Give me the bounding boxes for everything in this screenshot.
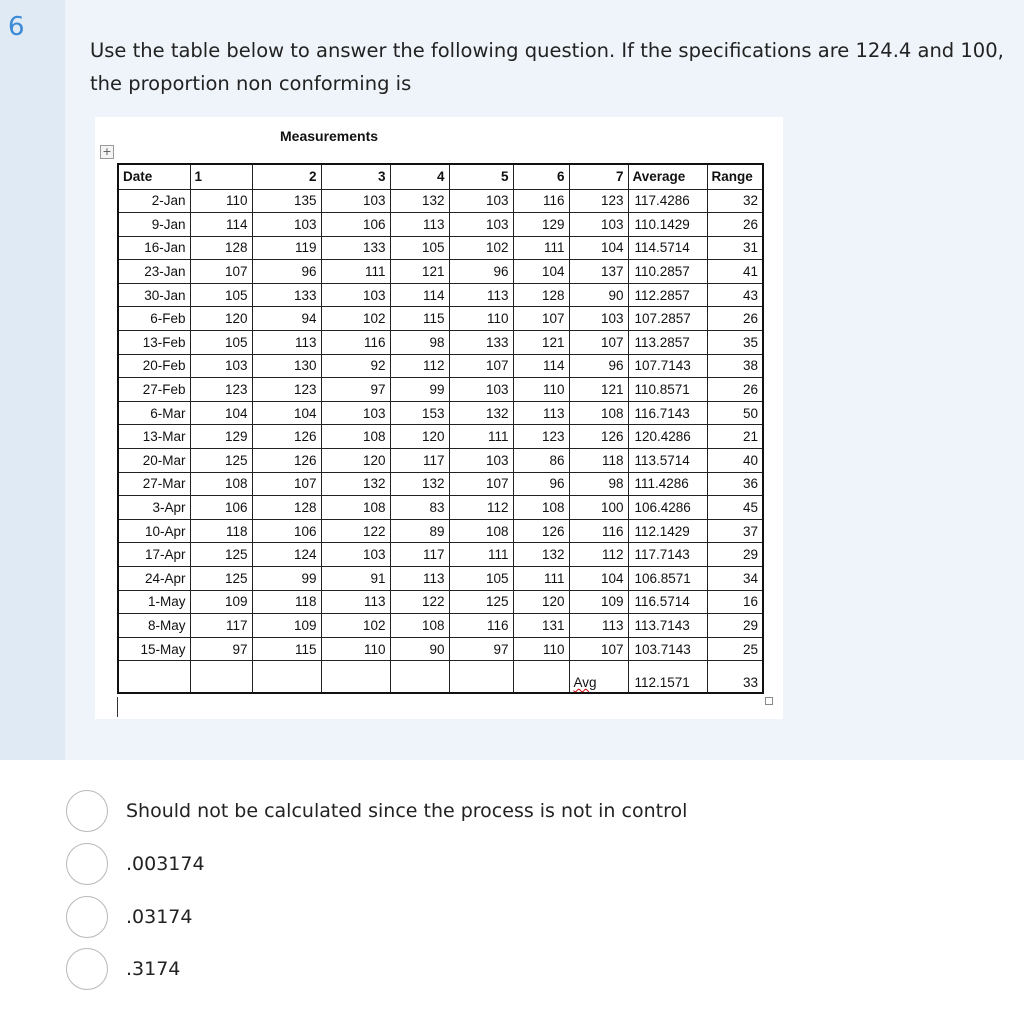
table-cell: 121 bbox=[513, 331, 569, 355]
table-cell: 116.7143 bbox=[628, 401, 707, 425]
table-cell: 111 bbox=[449, 543, 513, 567]
table-cell: 105 bbox=[390, 236, 449, 260]
column-header: Range bbox=[707, 164, 763, 189]
table-cell: 113 bbox=[513, 401, 569, 425]
table-cell: 105 bbox=[190, 331, 252, 355]
table-cell: 135 bbox=[252, 189, 321, 213]
column-header: 7 bbox=[569, 164, 628, 189]
table-cell: 96 bbox=[569, 354, 628, 378]
table-cell: 102 bbox=[321, 307, 390, 331]
table-cell: 116 bbox=[449, 614, 513, 638]
table-cell: 106.8571 bbox=[628, 567, 707, 591]
table-cell: 111.4286 bbox=[628, 472, 707, 496]
table-cell: 104 bbox=[569, 236, 628, 260]
table-cell: 108 bbox=[190, 472, 252, 496]
table-row bbox=[118, 189, 763, 213]
table-cell: 103 bbox=[449, 378, 513, 402]
table-cell: 6-Feb bbox=[118, 307, 190, 331]
table-row bbox=[118, 331, 763, 355]
table-cell: 96 bbox=[252, 260, 321, 284]
table-cell: 99 bbox=[390, 378, 449, 402]
table-cell: 114.5714 bbox=[628, 236, 707, 260]
table-cell: 35 bbox=[707, 331, 763, 355]
table-row bbox=[118, 236, 763, 260]
table-cell: 34 bbox=[707, 567, 763, 591]
table-cell: 132 bbox=[390, 189, 449, 213]
table-cell: 106 bbox=[321, 213, 390, 237]
table-cell: 107 bbox=[449, 472, 513, 496]
table-cell: 115 bbox=[390, 307, 449, 331]
table-cell: 117.4286 bbox=[628, 189, 707, 213]
table-cell: 128 bbox=[252, 496, 321, 520]
table-cell: 20-Feb bbox=[118, 354, 190, 378]
table-cell: 107.2857 bbox=[628, 307, 707, 331]
table-cell: 116 bbox=[321, 331, 390, 355]
table-cell: 103 bbox=[449, 213, 513, 237]
table-row bbox=[118, 637, 763, 661]
table-cell: 26 bbox=[707, 378, 763, 402]
table-cell: 104 bbox=[190, 401, 252, 425]
empty-cell bbox=[449, 661, 513, 693]
column-header: 6 bbox=[513, 164, 569, 189]
table-cell: 109 bbox=[252, 614, 321, 638]
table-cell: 114 bbox=[190, 213, 252, 237]
table-cell: 129 bbox=[513, 213, 569, 237]
table-row bbox=[118, 472, 763, 496]
table-cell: 92 bbox=[321, 354, 390, 378]
table-cell: 115 bbox=[252, 637, 321, 661]
table-cell: 103 bbox=[321, 543, 390, 567]
table-cell: 117.7143 bbox=[628, 543, 707, 567]
measurements-table bbox=[117, 163, 764, 694]
table-cell: 20-Mar bbox=[118, 449, 190, 473]
table-cell: 89 bbox=[390, 519, 449, 543]
table-cell: 103 bbox=[449, 189, 513, 213]
table-cell: 108 bbox=[321, 496, 390, 520]
table-cell: 108 bbox=[513, 496, 569, 520]
table-cell: 117 bbox=[190, 614, 252, 638]
table-cell: 112 bbox=[449, 496, 513, 520]
table-row bbox=[118, 425, 763, 449]
table-cell: 103 bbox=[252, 213, 321, 237]
table-cell: 110 bbox=[321, 637, 390, 661]
table-cell: 113 bbox=[390, 213, 449, 237]
table-cell: 125 bbox=[190, 567, 252, 591]
table-cell: 125 bbox=[449, 590, 513, 614]
table-cell: 111 bbox=[449, 425, 513, 449]
empty-cell bbox=[390, 661, 449, 693]
option-label: .03174 bbox=[126, 906, 193, 928]
table-cell: 131 bbox=[513, 614, 569, 638]
table-cell: 103 bbox=[321, 401, 390, 425]
table-cell: 110 bbox=[449, 307, 513, 331]
table-title: Measurements bbox=[280, 128, 379, 144]
table-cell: 123 bbox=[569, 189, 628, 213]
table-cell: 124 bbox=[252, 543, 321, 567]
column-header: 2 bbox=[252, 164, 321, 189]
table-cell: 110.8571 bbox=[628, 378, 707, 402]
table-row bbox=[118, 543, 763, 567]
table-cell: 23-Jan bbox=[118, 260, 190, 284]
table-cell: 122 bbox=[321, 519, 390, 543]
table-cell: 110.2857 bbox=[628, 260, 707, 284]
table-cell: 104 bbox=[252, 401, 321, 425]
table-cell: 108 bbox=[390, 614, 449, 638]
table-cell: 2-Jan bbox=[118, 189, 190, 213]
empty-cell bbox=[118, 661, 190, 693]
table-cell: 130 bbox=[252, 354, 321, 378]
table-cell: 114 bbox=[390, 283, 449, 307]
table-cell: 103 bbox=[321, 283, 390, 307]
table-cell: 120 bbox=[321, 449, 390, 473]
table-cell: 123 bbox=[190, 378, 252, 402]
table-cell: 107 bbox=[513, 307, 569, 331]
table-cell: 106 bbox=[190, 496, 252, 520]
table-cell: 132 bbox=[449, 401, 513, 425]
table-cell: 122 bbox=[390, 590, 449, 614]
table-cell: 126 bbox=[513, 519, 569, 543]
table-cell: 107 bbox=[252, 472, 321, 496]
table-cell: 120 bbox=[390, 425, 449, 449]
table-cell: 107 bbox=[190, 260, 252, 284]
empty-cell bbox=[190, 661, 252, 693]
table-cell: 86 bbox=[513, 449, 569, 473]
table-cell: 109 bbox=[190, 590, 252, 614]
table-cell: 26 bbox=[707, 213, 763, 237]
column-header: Date bbox=[118, 164, 190, 189]
table-cell: 120 bbox=[190, 307, 252, 331]
table-cell: 106.4286 bbox=[628, 496, 707, 520]
table-cell: 112 bbox=[569, 543, 628, 567]
resize-handle-icon bbox=[765, 697, 773, 705]
table-cell: 109 bbox=[569, 590, 628, 614]
table-cell: 105 bbox=[190, 283, 252, 307]
table-cell: 110 bbox=[190, 189, 252, 213]
table-cell: 96 bbox=[513, 472, 569, 496]
table-cell: 133 bbox=[252, 283, 321, 307]
table-cell: 112.1429 bbox=[628, 519, 707, 543]
table-cell: 100 bbox=[569, 496, 628, 520]
table-cell: 128 bbox=[190, 236, 252, 260]
table-cell: 110 bbox=[513, 637, 569, 661]
table-cell: 111 bbox=[321, 260, 390, 284]
radio-button[interactable] bbox=[66, 790, 108, 832]
table-row bbox=[118, 401, 763, 425]
table-cell: 132 bbox=[321, 472, 390, 496]
table-cell: 107 bbox=[569, 331, 628, 355]
table-cell: 91 bbox=[321, 567, 390, 591]
table-cell: 111 bbox=[513, 567, 569, 591]
question-number-strip bbox=[0, 0, 65, 760]
table-cell: 27-Mar bbox=[118, 472, 190, 496]
table-cell: 29 bbox=[707, 614, 763, 638]
question-number: 6 bbox=[8, 12, 25, 42]
table-cell: 120 bbox=[513, 590, 569, 614]
table-cell: 117 bbox=[390, 449, 449, 473]
table-cell: 113 bbox=[569, 614, 628, 638]
table-row bbox=[118, 283, 763, 307]
table-cell: 104 bbox=[569, 567, 628, 591]
table-cell: 116 bbox=[569, 519, 628, 543]
table-cell: 113 bbox=[449, 283, 513, 307]
table-cell: 118 bbox=[190, 519, 252, 543]
table-cell: 103 bbox=[190, 354, 252, 378]
table-header-row bbox=[118, 164, 763, 189]
table-cell: 133 bbox=[321, 236, 390, 260]
table-cell: 113 bbox=[390, 567, 449, 591]
table-row bbox=[118, 354, 763, 378]
empty-cell bbox=[321, 661, 390, 693]
table-cell: 102 bbox=[449, 236, 513, 260]
table-cell: 43 bbox=[707, 283, 763, 307]
table-cell: 113.2857 bbox=[628, 331, 707, 355]
table-cell: 45 bbox=[707, 496, 763, 520]
table-cell: 40 bbox=[707, 449, 763, 473]
table-cell: 125 bbox=[190, 449, 252, 473]
table-cell: 126 bbox=[569, 425, 628, 449]
table-cell: 103 bbox=[321, 189, 390, 213]
table-row bbox=[118, 449, 763, 473]
table-cell: 16-Jan bbox=[118, 236, 190, 260]
table-cell: 21 bbox=[707, 425, 763, 449]
table-cell: 111 bbox=[513, 236, 569, 260]
table-cell: 90 bbox=[390, 637, 449, 661]
radio-button[interactable] bbox=[66, 843, 108, 885]
table-row bbox=[118, 614, 763, 638]
table-cell: 153 bbox=[390, 401, 449, 425]
table-cell: 118 bbox=[569, 449, 628, 473]
table-cell: 123 bbox=[252, 378, 321, 402]
table-cell: 9-Jan bbox=[118, 213, 190, 237]
table-cell: 104 bbox=[513, 260, 569, 284]
table-cell: 125 bbox=[190, 543, 252, 567]
text-cursor bbox=[117, 697, 118, 717]
table-cell: 97 bbox=[321, 378, 390, 402]
table-cell: 96 bbox=[449, 260, 513, 284]
table-cell: 132 bbox=[390, 472, 449, 496]
table-row bbox=[118, 567, 763, 591]
table-cell: 103 bbox=[569, 307, 628, 331]
table-row bbox=[118, 213, 763, 237]
answer-option-2[interactable] bbox=[66, 843, 205, 885]
table-row bbox=[118, 590, 763, 614]
table-cell: 116 bbox=[513, 189, 569, 213]
radio-button[interactable] bbox=[66, 948, 108, 990]
table-cell: 103 bbox=[569, 213, 628, 237]
table-cell: 17-Apr bbox=[118, 543, 190, 567]
table-cell: 112.2857 bbox=[628, 283, 707, 307]
table-cell: 26 bbox=[707, 307, 763, 331]
table-cell: 133 bbox=[449, 331, 513, 355]
table-cell: 129 bbox=[190, 425, 252, 449]
table-cell: 38 bbox=[707, 354, 763, 378]
question-text: Use the table below to answer the following question. If the specifications are 124.4 and 100, the proportion non conforming is bbox=[90, 39, 1004, 95]
table-cell: 106 bbox=[252, 519, 321, 543]
table-cell: 90 bbox=[569, 283, 628, 307]
table-cell: 121 bbox=[390, 260, 449, 284]
table-cell: 25 bbox=[707, 637, 763, 661]
table-cell: 27-Feb bbox=[118, 378, 190, 402]
column-header: 3 bbox=[321, 164, 390, 189]
table-move-handle-icon: + bbox=[100, 145, 114, 159]
table-cell: 123 bbox=[513, 425, 569, 449]
answer-option-1[interactable] bbox=[66, 790, 687, 832]
table-cell: 110 bbox=[513, 378, 569, 402]
table-cell: 103 bbox=[449, 449, 513, 473]
table-average-row bbox=[118, 661, 763, 693]
average-range: 33 bbox=[707, 661, 763, 693]
table-cell: 10-Apr bbox=[118, 519, 190, 543]
table-row bbox=[118, 519, 763, 543]
table-cell: 97 bbox=[449, 637, 513, 661]
table-cell: 16 bbox=[707, 590, 763, 614]
table-cell: 50 bbox=[707, 401, 763, 425]
overall-average: 112.1571 bbox=[628, 661, 707, 693]
table-cell: 98 bbox=[390, 331, 449, 355]
avg-label: Avg bbox=[569, 661, 628, 693]
table-cell: 30-Jan bbox=[118, 283, 190, 307]
table-cell: 118 bbox=[252, 590, 321, 614]
table-cell: 24-Apr bbox=[118, 567, 190, 591]
column-header: 5 bbox=[449, 164, 513, 189]
column-header: Average bbox=[628, 164, 707, 189]
table-cell: 31 bbox=[707, 236, 763, 260]
table-cell: 8-May bbox=[118, 614, 190, 638]
table-cell: 41 bbox=[707, 260, 763, 284]
table-cell: 107.7143 bbox=[628, 354, 707, 378]
table-cell: 6-Mar bbox=[118, 401, 190, 425]
table-cell: 107 bbox=[569, 637, 628, 661]
table-cell: 36 bbox=[707, 472, 763, 496]
answer-option-4[interactable] bbox=[66, 948, 180, 990]
table-cell: 105 bbox=[449, 567, 513, 591]
table-cell: 113 bbox=[321, 590, 390, 614]
table-cell: 121 bbox=[569, 378, 628, 402]
table-cell: 126 bbox=[252, 425, 321, 449]
table-cell: 116.5714 bbox=[628, 590, 707, 614]
option-label: Should not be calculated since the process is not in control bbox=[126, 800, 688, 822]
table-row bbox=[118, 378, 763, 402]
option-label: .003174 bbox=[126, 853, 205, 875]
table-row bbox=[118, 307, 763, 331]
column-header: 4 bbox=[390, 164, 449, 189]
empty-cell bbox=[252, 661, 321, 693]
table-cell: 102 bbox=[321, 614, 390, 638]
table-cell: 107 bbox=[449, 354, 513, 378]
table-cell: 83 bbox=[390, 496, 449, 520]
table-row bbox=[118, 260, 763, 284]
table-cell: 1-May bbox=[118, 590, 190, 614]
answer-option-3[interactable] bbox=[66, 896, 192, 938]
table-cell: 103.7143 bbox=[628, 637, 707, 661]
table-cell: 94 bbox=[252, 307, 321, 331]
table-cell: 15-May bbox=[118, 637, 190, 661]
table-cell: 108 bbox=[449, 519, 513, 543]
table-cell: 99 bbox=[252, 567, 321, 591]
table-cell: 126 bbox=[252, 449, 321, 473]
table-cell: 128 bbox=[513, 283, 569, 307]
table-cell: 108 bbox=[321, 425, 390, 449]
table-cell: 117 bbox=[390, 543, 449, 567]
table-cell: 108 bbox=[569, 401, 628, 425]
table-cell: 97 bbox=[190, 637, 252, 661]
table-cell: 113.7143 bbox=[628, 614, 707, 638]
table-row bbox=[118, 496, 763, 520]
empty-cell bbox=[513, 661, 569, 693]
table-cell: 137 bbox=[569, 260, 628, 284]
table-cell: 13-Mar bbox=[118, 425, 190, 449]
table-cell: 32 bbox=[707, 189, 763, 213]
table-cell: 98 bbox=[569, 472, 628, 496]
option-label: .3174 bbox=[126, 958, 181, 980]
table-cell: 119 bbox=[252, 236, 321, 260]
table-cell: 13-Feb bbox=[118, 331, 190, 355]
table-cell: 110.1429 bbox=[628, 213, 707, 237]
table-cell: 113.5714 bbox=[628, 449, 707, 473]
table-cell: 112 bbox=[390, 354, 449, 378]
table-cell: 120.4286 bbox=[628, 425, 707, 449]
radio-button[interactable] bbox=[66, 896, 108, 938]
table-cell: 29 bbox=[707, 543, 763, 567]
table-cell: 132 bbox=[513, 543, 569, 567]
table-cell: 3-Apr bbox=[118, 496, 190, 520]
column-header: 1 bbox=[190, 164, 252, 189]
table-cell: 113 bbox=[252, 331, 321, 355]
table-cell: 37 bbox=[707, 519, 763, 543]
table-cell: 114 bbox=[513, 354, 569, 378]
